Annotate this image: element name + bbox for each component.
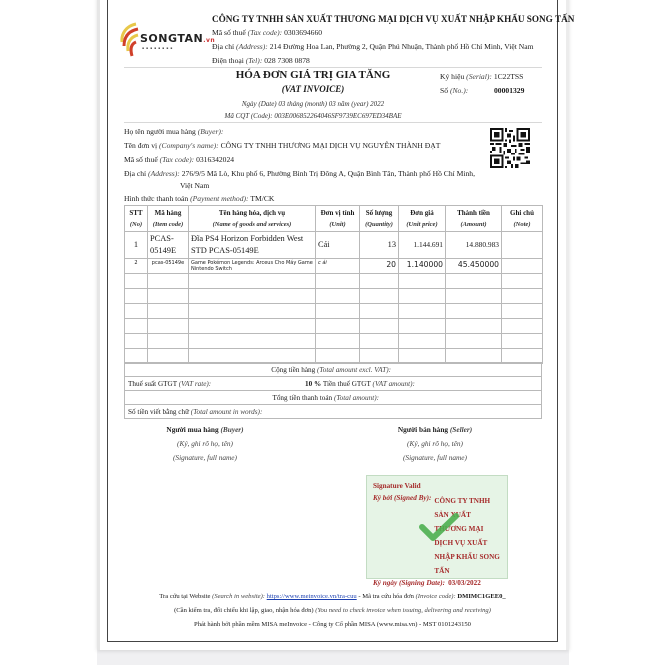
buyer-sign-instruction-en: (Signature, full name) [173, 453, 237, 462]
signature-valid-label: Signature Valid [373, 482, 421, 490]
cell-note [502, 259, 543, 274]
signing-date-label: Ký ngày (Signing Date): [373, 579, 446, 587]
cell-unit-price: 1.144.691 [399, 232, 446, 259]
cell-unit: Cái [316, 232, 360, 259]
cell-quantity: 13 [360, 232, 399, 259]
lookup-url-link[interactable]: https://www.meinvoice.vn/tra-cuu [266, 593, 357, 600]
seller-signature-title: Người bán hàng (Seller) [397, 425, 473, 434]
lookup-line: Tra cứu tại Website (Search in website): https://www.meinvoice.vn/tra-cuu - Mã tra cứu hóa đơn (Invoice code): DMIMC1GEE0_ [159, 593, 506, 600]
invoice-title: HÓA ĐƠN GIÁ TRỊ GIA TĂNG [235, 69, 391, 81]
divider [124, 67, 542, 68]
buyer-address-line: Địa chỉ (Address): 276/9/5 Mã Lò, Khu phố 6, Phường Bình Trị Đông A, Quận Bình Tân, Thành phố Hồ Chí Minh, [124, 169, 475, 178]
invoice-cqt-code: Mã CQT (Code): 003E006852264046SF9739EC697ED34BAE [224, 112, 402, 120]
invoice-number-label: Số (No.): [440, 86, 469, 95]
table-row-empty [125, 274, 543, 289]
table-row-empty [125, 289, 543, 304]
publisher-line: Phát hành bởi phần mềm MISA meInvoice - Công ty Cổ phần MISA (www.misa.vn) - MST 0101243150 [194, 621, 471, 628]
divider [124, 122, 542, 123]
cell-amount: 45.450000 [446, 259, 502, 274]
amount-in-words-label: Số tiền viết bằng chữ [128, 407, 189, 416]
table-row-empty [125, 334, 543, 349]
table-header-row [125, 206, 543, 232]
seller-logo [118, 18, 218, 58]
vat-rate-value: 10 % [304, 379, 322, 388]
cell-item-code: PCAS-05149E [148, 232, 189, 259]
invoice-number: 00001329 [494, 86, 525, 95]
table-row [125, 232, 543, 259]
check-note-line: (Cần kiểm tra, đối chiếu khi lập, giao, nhận hóa đơn) (You need to check invoice when issuing, delivering and receiving) [174, 607, 491, 614]
background-band [97, 650, 569, 665]
cell-item-code: pcas-05149e [148, 259, 189, 274]
buyer-company-line: Tên đơn vị (Company's name): CÔNG TY TNHH THƯƠNG MẠI DỊCH VỤ NGUYÊN THÀNH ĐẠT [124, 141, 441, 150]
cell-note [502, 232, 543, 259]
header-unit: Đơn vị tính (Unit) [316, 206, 360, 232]
logo-wordmark: SONGTAN.vn [140, 32, 216, 45]
payment-method-line: Hình thức thanh toán (Payment method): TM/CK [124, 194, 275, 203]
table-row [125, 259, 543, 274]
table-row-empty [125, 304, 543, 319]
qr-code-icon [490, 128, 530, 168]
invoice-date: Ngày (Date) 03 tháng (month) 03 năm (year) 2022 [241, 100, 385, 108]
header-unit-price: Đơn giá (Unit price) [399, 206, 446, 232]
cell-name: Đĩa PS4 Horizon Forbidden West STD PCAS-05149E [189, 232, 316, 259]
header-quantity: Số lượng (Quantity) [360, 206, 399, 232]
header-note: Ghi chú (Note) [502, 206, 543, 232]
header-name: Tên hàng hóa, dịch vụ (Name of goods and services) [189, 206, 316, 232]
subtotal-row: Cộng tiền hàng (Total amount excl. VAT): [125, 363, 542, 377]
table-row-empty [125, 319, 543, 334]
invoice-subtitle: (VAT INVOICE) [281, 84, 345, 94]
total-row: Tổng tiền thanh toán (Total amount): [125, 391, 542, 405]
seller-address-line: Địa chỉ (Address): 214 Đường Hoa Lan, Phường 2, Quận Phú Nhuận, Thành phố Hồ Chí Minh, Việt Nam [212, 42, 534, 51]
header-no: STT (No) [125, 206, 148, 232]
seller-tax-line: Mã số thuế (Tax code): 0303694660 [212, 28, 323, 37]
header-item-code: Mã hàng (Item code) [148, 206, 189, 232]
cell-unit: c ái [316, 259, 360, 274]
signed-by-label: Ký bởi (Signed By): [373, 494, 432, 502]
vat-row: Thuế suất GTGT (VAT rate): 10 % Tiền thuế GTGT (VAT amount): [125, 377, 542, 391]
cell-amount: 14.880.983 [446, 232, 502, 259]
seller-sign-instruction: (Ký, ghi rõ họ, tên) [407, 439, 463, 448]
cell-name: Game Pokémon Legends: Arceus Cho Máy Game Nintendo Switch [189, 259, 316, 274]
vat-rate-label: Thuế suất GTGT [128, 379, 177, 388]
invoice-lookup-code: DMIMC1GEE0_ [457, 593, 506, 600]
cell-quantity: 20 [360, 259, 399, 274]
cell-unit-price: 1.140000 [399, 259, 446, 274]
seller-phone-line: Điện thoại (Tel): 028 7308 0878 [212, 56, 310, 65]
seller-name: CÔNG TY TNHH SẢN XUẤT THƯƠNG MẠI DỊCH VỤ XUẤT NHẬP KHẨU SONG TẤN [212, 14, 575, 24]
digital-signature-box [366, 475, 508, 587]
items-table [124, 205, 543, 364]
cell-no: 2 [125, 259, 148, 274]
invoice-serial: Ký hiệu (Serial): 1C22TSS [440, 72, 524, 81]
buyer-name-line: Họ tên người mua hàng (Buyer): [124, 127, 224, 136]
buyer-sign-instruction: (Ký, ghi rõ họ, tên) [177, 439, 233, 448]
buyer-signature-title: Người mua hàng (Buyer) [166, 425, 244, 434]
totals-table [124, 362, 542, 419]
logo-tagline: ▪▪▪▪▪▪▪▪ [142, 46, 175, 50]
subtotal-label: Cộng tiền hàng [271, 365, 316, 374]
checkmark-icon [419, 512, 459, 542]
total-label: Tổng tiền thanh toán [272, 393, 333, 402]
signing-date-value: 03/03/2022 [448, 579, 481, 587]
cell-no: 1 [125, 232, 148, 259]
vat-amount-label: Tiền thuế GTGT [322, 379, 371, 388]
seller-sign-instruction-en: (Signature, full name) [403, 453, 467, 462]
amount-in-words-row: Số tiền viết bằng chữ (Total amount in words): [125, 405, 542, 419]
buyer-address-line2: Việt Nam [180, 181, 210, 190]
signed-by-value: CÔNG TY TNHH SẢN XUẤT THƯƠNG MẠI DỊCH VỤ XUẤT NHẬP KHẨU SONG TẤN [434, 497, 500, 575]
buyer-tax-line: Mã số thuế (Tax code): 0316342024 [124, 155, 235, 164]
header-amount: Thành tiền (Amount) [446, 206, 502, 232]
